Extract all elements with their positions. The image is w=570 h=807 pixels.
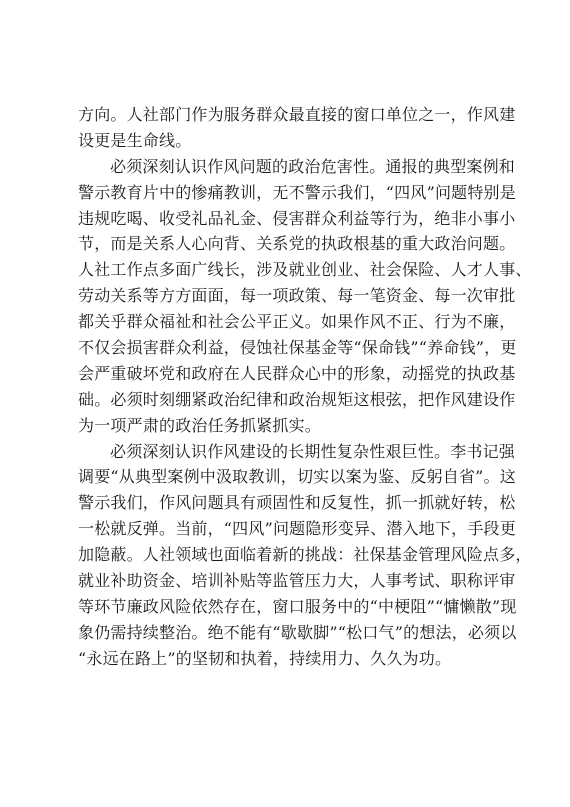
- paragraph-3-line-1: 必须深刻认识作风建设的长期性复杂性艰巨性。李书记强: [110, 441, 516, 461]
- paragraph-1-line-1: 方向。人社部门作为服务群众最直接的窗口单位之一，作风建: [78, 105, 516, 124]
- paragraph-3-line-6: 就业补助资金、培训补贴等监管压力大，人事考试、职称评审: [78, 571, 516, 591]
- paragraph-3-line-7: 等环节廉政风险依然存在，窗口服务中的“中梗阻”“慵懒散”现: [78, 596, 517, 616]
- paragraph-2-line-1: 必须深刻认识作风问题的政治危害性。通报的典型案例和: [110, 156, 516, 176]
- paragraph-2-line-11: 为一项严肃的政治任务抓紧抓实。: [78, 415, 322, 435]
- paragraph-2-line-3: 违规吃喝、收受礼品礼金、侵害群众利益等行为，绝非小事小: [78, 208, 516, 228]
- paragraph-2-line-7: 都关乎群众福祉和社会公平正义。如果作风不正、行为不廉，: [78, 312, 516, 332]
- paragraph-2-line-10: 础。必须时刻绷紧政治纪律和政治规矩这根弦，把作风建设作: [78, 389, 516, 409]
- paragraph-2-line-8: 不仅会损害群众利益，侵蚀社保基金等“保命钱”“养命钱”，更: [78, 338, 517, 358]
- paragraph-3-line-2: 调要“从典型案例中汲取教训，切实以案为鉴、反躬自省”。这: [78, 467, 516, 487]
- paragraph-2-line-2: 警示教育片中的惨痛教训，无不警示我们，“四风”问题特别是: [78, 182, 516, 202]
- paragraph-3-line-9: “永远在路上”的坚韧和执着，持续用力、久久为功。: [78, 648, 452, 668]
- paragraph-3-line-5: 加隐蔽。人社领域也面临着新的挑战：社保基金管理风险点多，: [78, 545, 532, 565]
- paragraph-1-line-2: 设更是生命线。: [78, 130, 192, 150]
- paragraph-3-line-3: 警示我们，作风问题具有顽固性和反复性，抓一抓就好转，松: [78, 493, 516, 513]
- paragraph-3-line-4: 一松就反弹。当前，“四风”问题隐形变异、潜入地下，手段更: [78, 519, 516, 539]
- paragraph-2-line-6: 劳动关系等方方面面，每一项政策、每一笔资金、每一次审批: [78, 286, 516, 306]
- document-body: [78, 102, 532, 672]
- paragraph-3-line-8: 象仍需持续整治。绝不能有“歇歇脚”“松口气”的想法，必须以: [78, 622, 517, 642]
- paragraph-2-line-5: 人社工作点多面广线长，涉及就业创业、社会保险、人才人事、: [78, 260, 532, 280]
- paragraph-2-line-4: 节，而是关系人心向背、关系党的执政根基的重大政治问题。: [78, 234, 516, 254]
- paragraph-2-line-9: 会严重破坏党和政府在人民群众心中的形象，动摇党的执政基: [78, 363, 516, 383]
